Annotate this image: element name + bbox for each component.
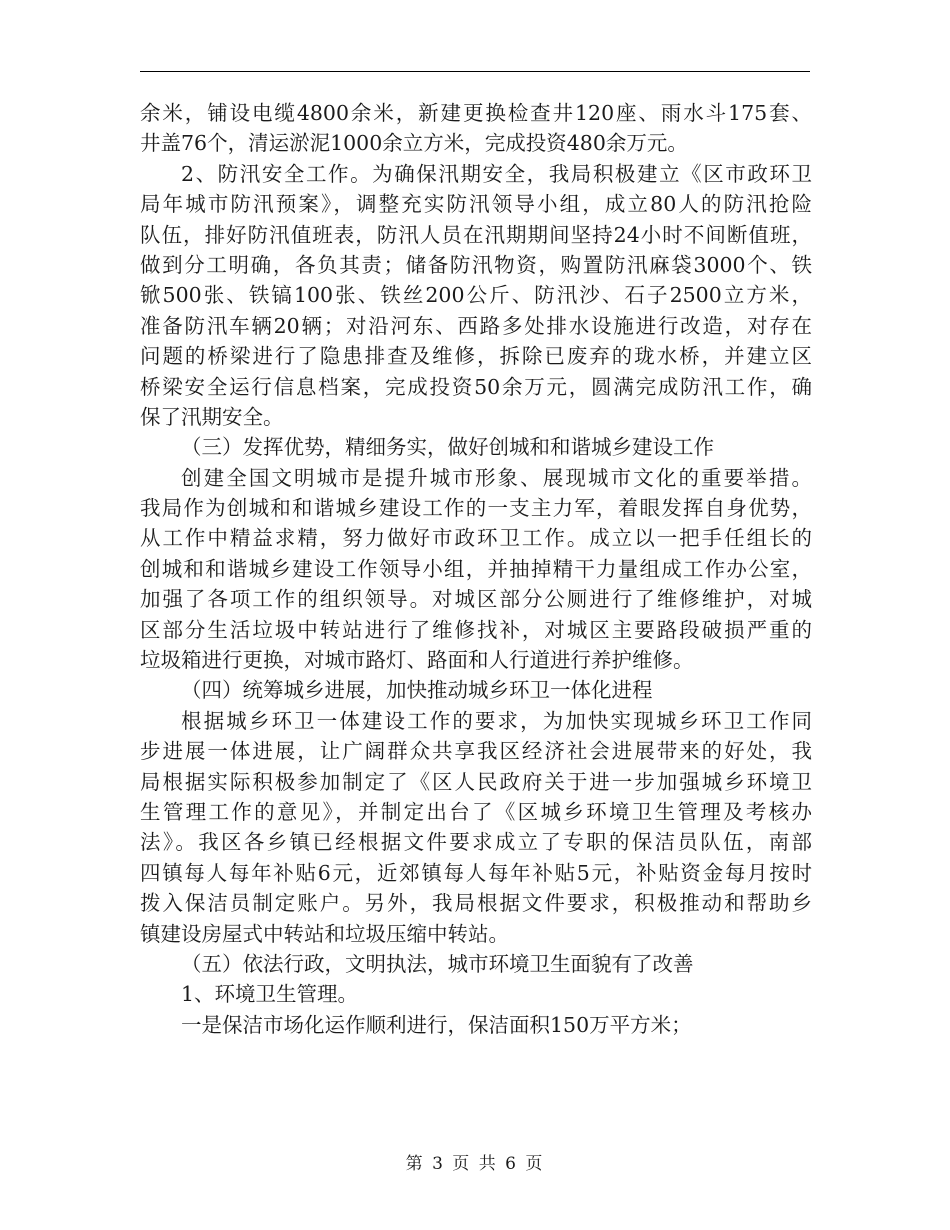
- header-rule: [140, 71, 810, 72]
- text-line: 步进展一体进展，让广阔群众共享我区经济社会进展带来的好处，我: [140, 739, 812, 764]
- text-line: 准备防汛车辆20辆；对沿河东、西路多处排水设施进行改造，对存在: [140, 313, 812, 338]
- text-line: 局年城市防汛预案》，调整充实防汛领导小组，成立80人的防汛抢险: [140, 192, 812, 217]
- text-line: 四镇每人每年补贴6元，近郊镇每人每年补贴5元，补贴资金每月按时: [140, 860, 812, 885]
- text-line: 余米，铺设电缆4800余米，新建更换检查井120座、雨水斗175套、: [140, 101, 812, 125]
- text-line: 根据城乡环卫一体建设工作的要求，为加快实现城乡环卫工作同: [181, 708, 812, 733]
- text-line: 保了汛期安全。: [140, 404, 284, 429]
- text-line: （四）统筹城乡进展，加快推动城乡环卫一体化进程: [181, 678, 653, 703]
- text-line: 从工作中精益求精，努力做好市政环卫工作。成立以一把手任组长的: [140, 526, 812, 551]
- text-line: 法》。我区各乡镇已经根据文件要求成立了专职的保洁员队伍，南部: [140, 830, 812, 855]
- text-line: 一是保洁市场化运作顺利进行，保洁面积150万平方米；: [181, 1012, 692, 1037]
- text-line: 创城和和谐城乡建设工作领导小组，并抽掉精干力量组成工作办公室，: [140, 556, 812, 581]
- text-line: （三）发挥优势，精细务实，做好创城和和谐城乡建设工作: [181, 435, 714, 460]
- text-line: （五）依法行政，文明执法，城市环境卫生面貌有了改善: [181, 951, 694, 976]
- text-line: 生管理工作的意见》，并制定出台了《区城乡环境卫生管理及考核办: [140, 799, 812, 824]
- page-number: 第 3 页 共 6 页: [405, 1154, 545, 1174]
- text-line: 锨500张、铁镐100张、铁丝200公斤、防汛沙、石子2500立方米，: [140, 283, 812, 308]
- text-line: 区部分生活垃圾中转站进行了维修找补，对城区主要路段破损严重的: [140, 617, 812, 642]
- text-line: 加强了各项工作的组织领导。对城区部分公厕进行了维修维护，对城: [140, 587, 812, 612]
- text-line: 我局作为创城和和谐城乡建设工作的一支主力军，着眼发挥自身优势，: [140, 496, 812, 521]
- document-body: [140, 98, 812, 1040]
- text-line: 局根据实际积极参加制定了《区人民政府关于进一步加强城乡环境卫: [140, 769, 812, 794]
- text-line: 创建全国文明城市是提升城市形象、展现城市文化的重要举措。: [181, 465, 812, 490]
- text-line: 井盖76个，清运淤泥1000余立方米，完成投资480余万元。: [140, 131, 688, 156]
- text-line: 拨入保洁员制定账户。另外，我局根据文件要求，积极推动和帮助乡: [140, 891, 812, 916]
- text-line: 队伍，排好防汛值班表，防汛人员在汛期期间坚持24小时不间断值班，: [140, 222, 812, 247]
- text-line: 1、环境卫生管理。: [181, 982, 359, 1007]
- text-line: 镇建设房屋式中转站和垃圾压缩中转站。: [140, 921, 509, 946]
- text-line: 桥梁安全运行信息档案，完成投资50余万元，圆满完成防汛工作，确: [140, 374, 812, 399]
- text-line: 垃圾箱进行更换，对城市路灯、路面和人行道进行养护维修。: [140, 648, 694, 673]
- text-line: 做到分工明确，各负其责；储备防汛物资，购置防汛麻袋3000个、铁: [140, 252, 812, 277]
- text-line: 2、防汛安全工作。为确保汛期安全，我局积极建立《区市政环卫: [181, 161, 812, 186]
- text-line: 问题的桥梁进行了隐患排查及维修，拆除已废弃的珑水桥，并建立区: [140, 344, 812, 369]
